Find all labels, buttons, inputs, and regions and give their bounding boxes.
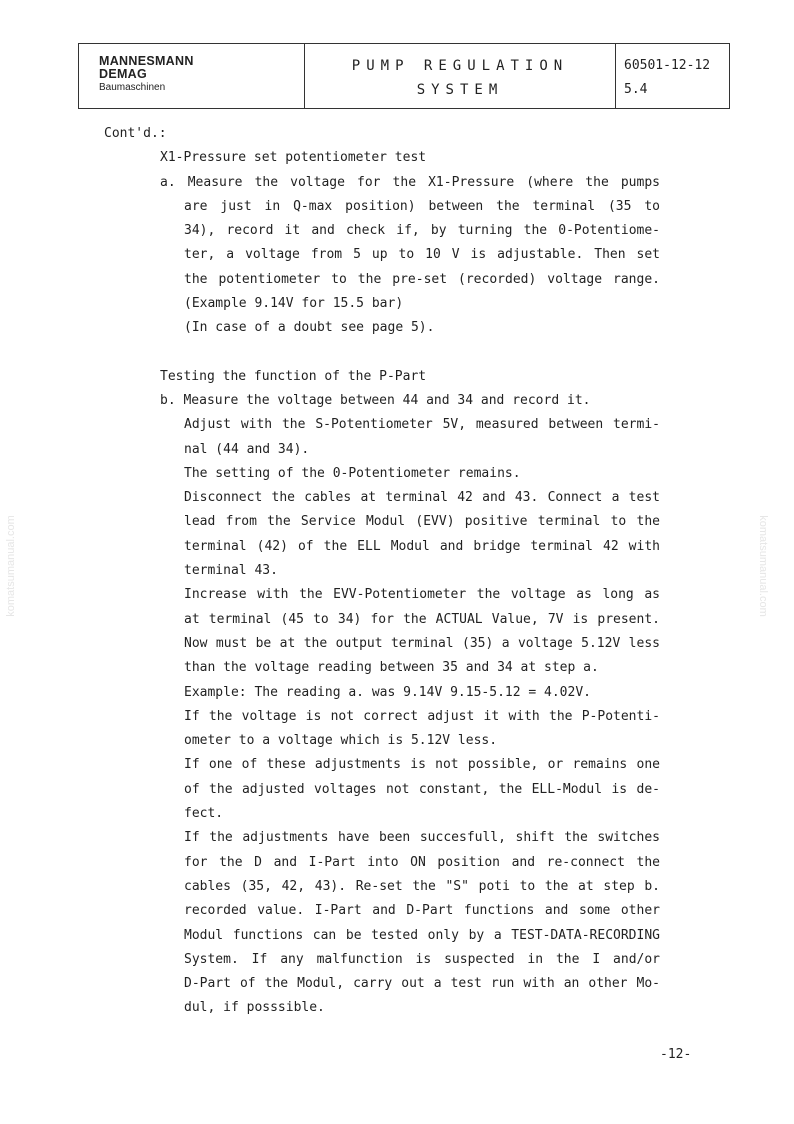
document-title: PUMP REGULATION bbox=[351, 58, 569, 74]
text-line: X1-Pressure set potentiometer test bbox=[160, 150, 427, 166]
text-line: of the adjusted voltages not constant, the ELL-Modul is de- bbox=[184, 781, 660, 797]
text-line bbox=[104, 341, 704, 365]
text-line: fect. bbox=[184, 806, 224, 822]
text-line: at terminal (45 to 34) for the ACTUAL Value, 7V is present. bbox=[184, 611, 660, 627]
text-line: ter, a voltage from 5 up to 10 V is adjustable. Then set bbox=[184, 247, 660, 263]
text-line: Example: The reading a. was 9.14V 9.15-5.12 = 4.02V. bbox=[184, 684, 591, 700]
text-line: the potentiometer to the pre-set (recorded) voltage range. bbox=[184, 271, 660, 287]
text-line: Increase with the EVV-Potentiometer the voltage as long as bbox=[184, 587, 660, 603]
text-line: are just in Q-max position) between the terminal (35 to bbox=[184, 198, 660, 214]
text-line: than the voltage reading between 35 and 34 at step a. bbox=[184, 660, 599, 676]
watermark-right: komatsumanual.com bbox=[756, 515, 769, 617]
text-line: cables (35, 42, 43). Re-set the "S" poti to the at step b. bbox=[184, 878, 660, 894]
text-line: (In case of a doubt see page 5). bbox=[184, 320, 435, 336]
text-line: dul, if posssible. bbox=[184, 1000, 325, 1016]
text-line: b. Measure the voltage between 44 and 34 and record it. bbox=[160, 392, 591, 408]
text-line: terminal (42) of the ELL Modul and bridge terminal 42 with bbox=[184, 538, 660, 554]
text-line: The setting of the 0-Potentiometer remains. bbox=[184, 465, 521, 481]
text-line: Modul functions can be tested only by a TEST-DATA-RECORDING bbox=[184, 927, 660, 943]
text-line: for the D and I-Part into ON position and re-connect the bbox=[184, 854, 660, 870]
text-line: Now must be at the output terminal (35) a voltage 5.12V less bbox=[184, 635, 660, 651]
reference-cell bbox=[616, 44, 729, 108]
document-body bbox=[104, 122, 704, 1021]
section-number: 5.4 bbox=[624, 82, 648, 97]
text-line: If the voltage is not correct adjust it with the P-Potenti- bbox=[184, 708, 660, 724]
company-name: MANNESMANN bbox=[99, 54, 194, 68]
text-line: If the adjustments have been succesfull, shift the switches bbox=[184, 830, 660, 846]
page-number: -12- bbox=[660, 1047, 692, 1062]
document-subtitle: SYSTEM bbox=[416, 82, 504, 98]
title-cell bbox=[305, 44, 616, 108]
text-line: If one of these adjustments is not possible, or remains one bbox=[184, 757, 660, 773]
text-line: terminal 43. bbox=[184, 563, 278, 579]
text-line: 34), record it and check if, by turning the 0-Potentiome- bbox=[184, 223, 660, 239]
company-logo-cell bbox=[79, 44, 305, 108]
company-division: Baumaschinen bbox=[99, 82, 166, 93]
document-header bbox=[78, 43, 730, 109]
text-line: lead from the Service Modul (EVV) positive terminal to the bbox=[184, 514, 660, 530]
text-line: Adjust with the S-Potentiometer 5V, measured between termi- bbox=[184, 417, 660, 433]
text-line: D-Part of the Modul, carry out a test run with an other Mo- bbox=[184, 976, 660, 992]
text-line: ometer to a voltage which is 5.12V less. bbox=[184, 733, 498, 749]
text-line: (Example 9.14V for 15.5 bar) bbox=[184, 296, 404, 312]
text-line: Disconnect the cables at terminal 42 and 43. Connect a test bbox=[184, 490, 660, 506]
document-number: 60501-12-12 bbox=[624, 58, 711, 73]
text-line: Cont'd.: bbox=[104, 126, 167, 141]
text-line: Testing the function of the P-Part bbox=[160, 368, 427, 384]
text-line: a. Measure the voltage for the X1-Pressure (where the pumps bbox=[160, 174, 660, 190]
text-line: recorded value. I-Part and D-Part functions and some other bbox=[184, 903, 660, 919]
watermark-left: komatsumanual.com bbox=[4, 515, 17, 617]
text-line: System. If any malfunction is suspected in the I and/or bbox=[184, 951, 660, 967]
company-subname: DEMAG bbox=[99, 67, 148, 81]
text-line: nal (44 and 34). bbox=[184, 441, 310, 457]
